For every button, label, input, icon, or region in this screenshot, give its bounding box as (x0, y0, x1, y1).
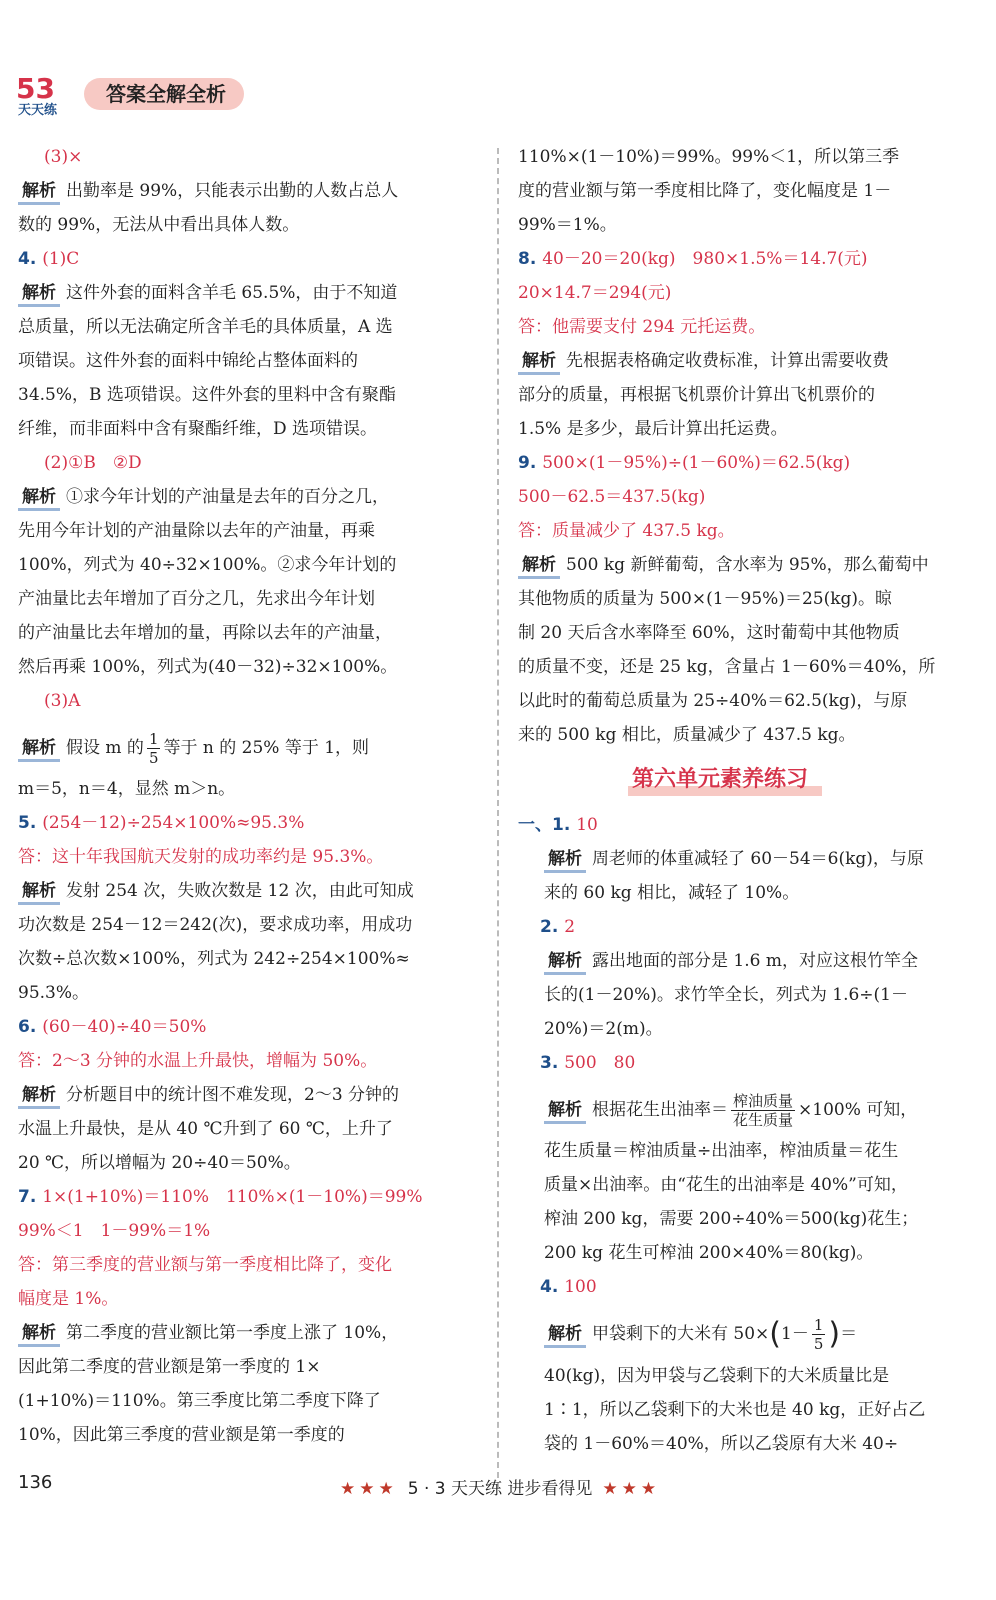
text-line (518, 310, 980, 344)
text-line (18, 276, 480, 310)
analysis-tag: 解析 (544, 848, 586, 873)
text-segment: 2 (564, 917, 576, 937)
text-segment: 袋的 1－60%＝40%，所以乙袋原有大米 40÷ (544, 1433, 899, 1454)
text-segment: 先用今年计划的产油量除以去年的产油量，再乘 (18, 521, 375, 541)
fraction-denominator: 5 (813, 1335, 824, 1353)
text-line (518, 650, 980, 684)
text-segment: 10%，因此第三季度的营业额是第一季度的 (18, 1425, 345, 1445)
text-segment: (3)A (44, 691, 81, 711)
item-number: 3. (540, 1053, 565, 1073)
text-segment: (254－12)÷254×100%≈95.3% (42, 813, 305, 833)
unit-title: 第六单元素养练习 (624, 760, 816, 800)
text-segment: 的质量不变，还是 25 kg，含量占 1－60%＝40%，所 (518, 657, 936, 677)
text-line (18, 1282, 480, 1316)
text-line (518, 276, 980, 310)
text-segment: 500 kg 新鲜葡萄，含水率为 95%，那么葡萄中 (566, 555, 929, 575)
text-segment: 等于 n 的 25% 等于 1，则 (163, 738, 370, 758)
text-line (518, 514, 980, 548)
text-line (18, 548, 480, 582)
text-segment: 以此时的葡萄总质量为 25÷40%＝62.5(kg)，与原 (518, 691, 908, 711)
paren-left: ( (769, 1316, 781, 1352)
text-segment: 分析题目中的统计图不难发现，2～3 分钟的 (66, 1085, 400, 1105)
text-line (18, 208, 480, 242)
item-number: 2. (540, 917, 565, 937)
item-number: 9. (518, 453, 543, 473)
text-segment: 先根据表格确定收费标准，计算出需要收费 (566, 351, 889, 371)
text-line (18, 1350, 480, 1384)
text-line (518, 1086, 980, 1134)
text-segment: 制 20 天后含水率降至 60%，这时葡萄中其他物质 (518, 623, 900, 643)
analysis-tag: 解析 (544, 1323, 586, 1348)
text-segment: 10 (576, 815, 598, 835)
text-segment: 1.5% 是多少，最后计算出托运费。 (518, 419, 788, 439)
text-segment: 因此第二季度的营业额是第一季度的 1× (18, 1357, 321, 1377)
text-segment: 20×14.7＝294(元) (518, 283, 672, 303)
analysis-tag: 解析 (518, 554, 560, 579)
text-segment: 假设 m 的 (66, 738, 144, 758)
item-number: 7. (18, 1187, 43, 1207)
text-segment: 根据花生出油率＝ (592, 1100, 728, 1120)
analysis-tag: 解析 (18, 880, 60, 905)
text-line (518, 1310, 980, 1359)
text-line (18, 1112, 480, 1146)
analysis-tag: 解析 (18, 1322, 60, 1347)
text-line (18, 1248, 480, 1282)
analysis-tag: 解析 (518, 350, 560, 375)
text-line (518, 1236, 980, 1270)
fraction (731, 1092, 795, 1129)
column-divider (497, 148, 499, 1488)
text-line (18, 908, 480, 942)
right-top-block (518, 140, 980, 752)
text-segment: m＝5，n＝4，显然 m＞n。 (18, 779, 236, 799)
text-segment: ①求今年计划的产油量是去年的百分之几， (66, 487, 389, 507)
text-segment: ×100% 可知， (798, 1100, 918, 1120)
text-segment: 20 ℃，所以增幅为 20÷40＝50%。 (18, 1153, 301, 1173)
text-segment: 甲袋剩下的大米有 50× (592, 1324, 770, 1344)
text-line (518, 1168, 980, 1202)
text-segment: 34.5%，B 选项错误。这件外套的里料中含有聚酯 (18, 385, 396, 405)
text-line (18, 1146, 480, 1180)
text-segment: 99%＝1%。 (518, 215, 617, 235)
right-column (518, 140, 980, 1461)
text-segment: 答：2～3 分钟的水温上升最快，增幅为 50%。 (18, 1051, 378, 1071)
analysis-tag: 解析 (18, 486, 60, 511)
text-line (18, 378, 480, 412)
text-segment: 然后再乘 100%，列式为(40－32)÷32×100%。 (18, 657, 398, 677)
text-segment: 产油量比去年增加了百分之几，先求出今年计划 (18, 589, 375, 609)
text-line (518, 1393, 980, 1427)
star-icon: ★★★ (340, 1479, 398, 1499)
text-segment: 来的 60 kg 相比，减轻了 10%。 (544, 883, 800, 903)
text-segment: 答：他需要支付 294 元托运费。 (518, 317, 766, 337)
text-line (518, 140, 980, 174)
text-line (518, 616, 980, 650)
analysis-tag: 解析 (544, 1099, 586, 1124)
text-line (18, 1418, 480, 1452)
text-segment: 纤维，而非面料中含有聚酯纤维，D 选项错误。 (18, 419, 378, 439)
item-number: 6. (18, 1017, 43, 1037)
page-header (14, 58, 414, 128)
text-line (18, 874, 480, 908)
text-segment: 功次数是 254－12＝242(次)，要求成功率，用成功 (18, 915, 413, 935)
text-line (518, 378, 980, 412)
text-line (18, 514, 480, 548)
text-segment: 部分的质量，再根据飞机票价计算出飞机票价的 (518, 385, 875, 405)
text-segment: 水温上升最快，是从 40 ℃升到了 60 ℃，上升了 (18, 1119, 393, 1139)
text-segment: 200 kg 花生可榨油 200×40%＝80(kg)。 (544, 1243, 874, 1263)
text-segment: 答：第三季度的营业额与第一季度相比降了，变化 (18, 1255, 392, 1275)
text-line (518, 684, 980, 718)
item-number: 一、1. (518, 815, 577, 835)
text-line (518, 1012, 980, 1046)
text-segment: 花生质量＝榨油质量÷出油率，榨油质量＝花生 (544, 1141, 899, 1161)
item-number: 4. (540, 1277, 565, 1297)
analysis-tag: 解析 (544, 950, 586, 975)
text-line (18, 724, 480, 772)
text-segment: 出勤率是 99%，只能表示出勤的人数占总人 (66, 181, 399, 201)
item-number: 8. (518, 249, 543, 269)
star-icon: ★★★ (602, 1479, 661, 1499)
text-segment: 40－20＝20(kg) 980×1.5%＝14.7(元) (542, 249, 868, 269)
text-line (18, 976, 480, 1010)
text-segment: 数的 99%，无法从中看出具体人数。 (18, 215, 300, 235)
text-segment: 项错误。这件外套的面料中锦纶占整体面料的 (18, 351, 358, 371)
item-number: 5. (18, 813, 43, 833)
text-segment: 长的(1－20%)。求竹竿全长，列式为 1.6÷(1－ (544, 985, 908, 1005)
text-line (18, 806, 480, 840)
fraction (812, 1316, 826, 1353)
text-line (18, 242, 480, 276)
text-line (518, 548, 980, 582)
text-line (518, 480, 980, 514)
text-line (18, 650, 480, 684)
text-segment: 这件外套的面料含羊毛 65.5%，由于不知道 (66, 283, 398, 303)
text-line (518, 910, 980, 944)
text-line (18, 1316, 480, 1350)
analysis-tag: 解析 (18, 282, 60, 307)
text-line (18, 1044, 480, 1078)
text-segment: 500－62.5＝437.5(kg) (518, 487, 706, 507)
text-line (18, 480, 480, 514)
text-segment: 110%×(1－10%)＝99%。99%＜1，所以第三季 (518, 147, 900, 167)
text-segment: 1∶1，所以乙袋剩下的大米也是 40 kg，正好占乙 (544, 1399, 926, 1420)
fraction-numerator: 1 (148, 730, 159, 748)
text-segment: 40(kg)，因为甲袋与乙袋剩下的大米质量比是 (544, 1365, 890, 1386)
text-segment: 20%)＝2(m)。 (544, 1019, 663, 1039)
text-segment: 99%＜1 1－99%＝1% (18, 1221, 211, 1241)
text-segment: 500×(1－95%)÷(1－60%)＝62.5(kg) (542, 453, 851, 473)
text-line (518, 208, 980, 242)
text-segment: 总质量，所以无法确定所含羊毛的具体质量，A 选 (18, 317, 393, 337)
fraction-numerator: 榨油质量 (733, 1092, 794, 1110)
analysis-tag: 解析 (18, 180, 60, 205)
text-segment: 答：质量减少了 437.5 kg。 (518, 521, 735, 541)
text-line (18, 772, 480, 806)
text-line (518, 1427, 980, 1461)
text-segment: 1×(1+10%)＝110% 110%×(1－10%)＝99% (42, 1187, 423, 1207)
text-line (18, 1010, 480, 1044)
fraction-numerator: 1 (813, 1316, 824, 1334)
text-segment: 榨油 200 kg，需要 200÷40%＝500(kg)花生； (544, 1209, 919, 1229)
text-line (18, 140, 480, 174)
text-line (18, 1384, 480, 1418)
text-line (18, 1180, 480, 1214)
svg-text:天天练: 天天练 (18, 103, 58, 116)
text-segment: (1+10%)＝110%。第三季度比第二季度下降了 (18, 1391, 381, 1411)
text-line (18, 840, 480, 874)
text-line (18, 616, 480, 650)
footer-slogan (330, 1474, 670, 1499)
text-line (518, 978, 980, 1012)
text-line (518, 1046, 980, 1080)
text-line (518, 808, 980, 842)
text-segment: 100 (564, 1277, 597, 1297)
text-segment: 的产油量比去年增加的量，再除以去年的产油量， (18, 623, 392, 643)
paren-right: ) (828, 1316, 841, 1352)
analysis-tag: 解析 (18, 737, 60, 762)
text-segment: 发射 254 次，失败次数是 12 次，由此可知成 (66, 881, 414, 901)
text-line (18, 310, 480, 344)
slogan-text: 5 · 3 天天练 进步看得见 (407, 1479, 593, 1499)
text-segment: 500 80 (564, 1053, 636, 1073)
text-segment: 第二季度的营业额比第一季度上涨了 10%， (66, 1323, 399, 1343)
text-segment: 100%，列式为 40÷32×100%。②求今年计划的 (18, 555, 397, 575)
svg-text:53: 53 (16, 72, 55, 105)
text-line (18, 344, 480, 378)
text-segment: 95.3%。 (18, 983, 90, 1003)
text-segment: ＝ (840, 1324, 858, 1344)
item-number: 4. (18, 249, 43, 269)
text-line (518, 718, 980, 752)
text-segment: 答：这十年我国航天发射的成功率约是 95.3%。 (18, 847, 384, 867)
text-segment: 幅度是 1%。 (18, 1289, 119, 1309)
text-line (18, 1078, 480, 1112)
text-line (518, 344, 980, 378)
text-line (518, 876, 980, 910)
text-segment: 其他物质的质量为 500×(1－95%)＝25(kg)。晾 (518, 589, 893, 609)
text-line (18, 582, 480, 616)
text-line (18, 1214, 480, 1248)
text-line (518, 842, 980, 876)
text-segment: (1)C (42, 249, 80, 269)
text-line (18, 942, 480, 976)
text-line (18, 446, 480, 480)
header-title: 答案全解全析 (84, 78, 244, 110)
text-line (518, 1134, 980, 1168)
text-segment: 质量×出油率。由“花生的出油率是 40%”可知， (544, 1175, 908, 1195)
text-segment: 周老师的体重减轻了 60－54＝6(kg)，与原 (592, 849, 924, 869)
text-segment: 度的营业额与第一季度相比降了，变化幅度是 1－ (518, 181, 892, 201)
text-line (518, 1270, 980, 1304)
text-line (18, 684, 480, 718)
text-line (518, 1202, 980, 1236)
text-segment: 次数÷总次数×100%，列式为 242÷254×100%≈ (18, 949, 410, 969)
fraction-denominator: 花生质量 (733, 1111, 794, 1129)
text-line (518, 174, 980, 208)
text-segment: 来的 500 kg 相比，质量减少了 437.5 kg。 (518, 725, 856, 745)
text-segment: 露出地面的部分是 1.6 m，对应这根竹竿全 (592, 951, 918, 971)
right-bottom-block (518, 808, 980, 1461)
text-segment: 1－ (781, 1324, 809, 1344)
text-line (518, 582, 980, 616)
page-number: 136 (18, 1472, 53, 1493)
analysis-tag: 解析 (18, 1084, 60, 1109)
text-line (518, 944, 980, 978)
text-segment: (2)①B ②D (44, 453, 142, 473)
text-line (518, 446, 980, 480)
text-line (518, 1359, 980, 1393)
text-line (18, 412, 480, 446)
text-line (518, 242, 980, 276)
text-segment: (3)× (44, 147, 83, 167)
text-segment: (60－40)÷40＝50% (42, 1017, 207, 1037)
text-line (518, 412, 980, 446)
fraction (147, 730, 161, 767)
fraction-denominator: 5 (148, 749, 159, 767)
text-line (18, 174, 480, 208)
left-column (18, 140, 480, 1452)
brand-logo-icon (14, 68, 86, 116)
